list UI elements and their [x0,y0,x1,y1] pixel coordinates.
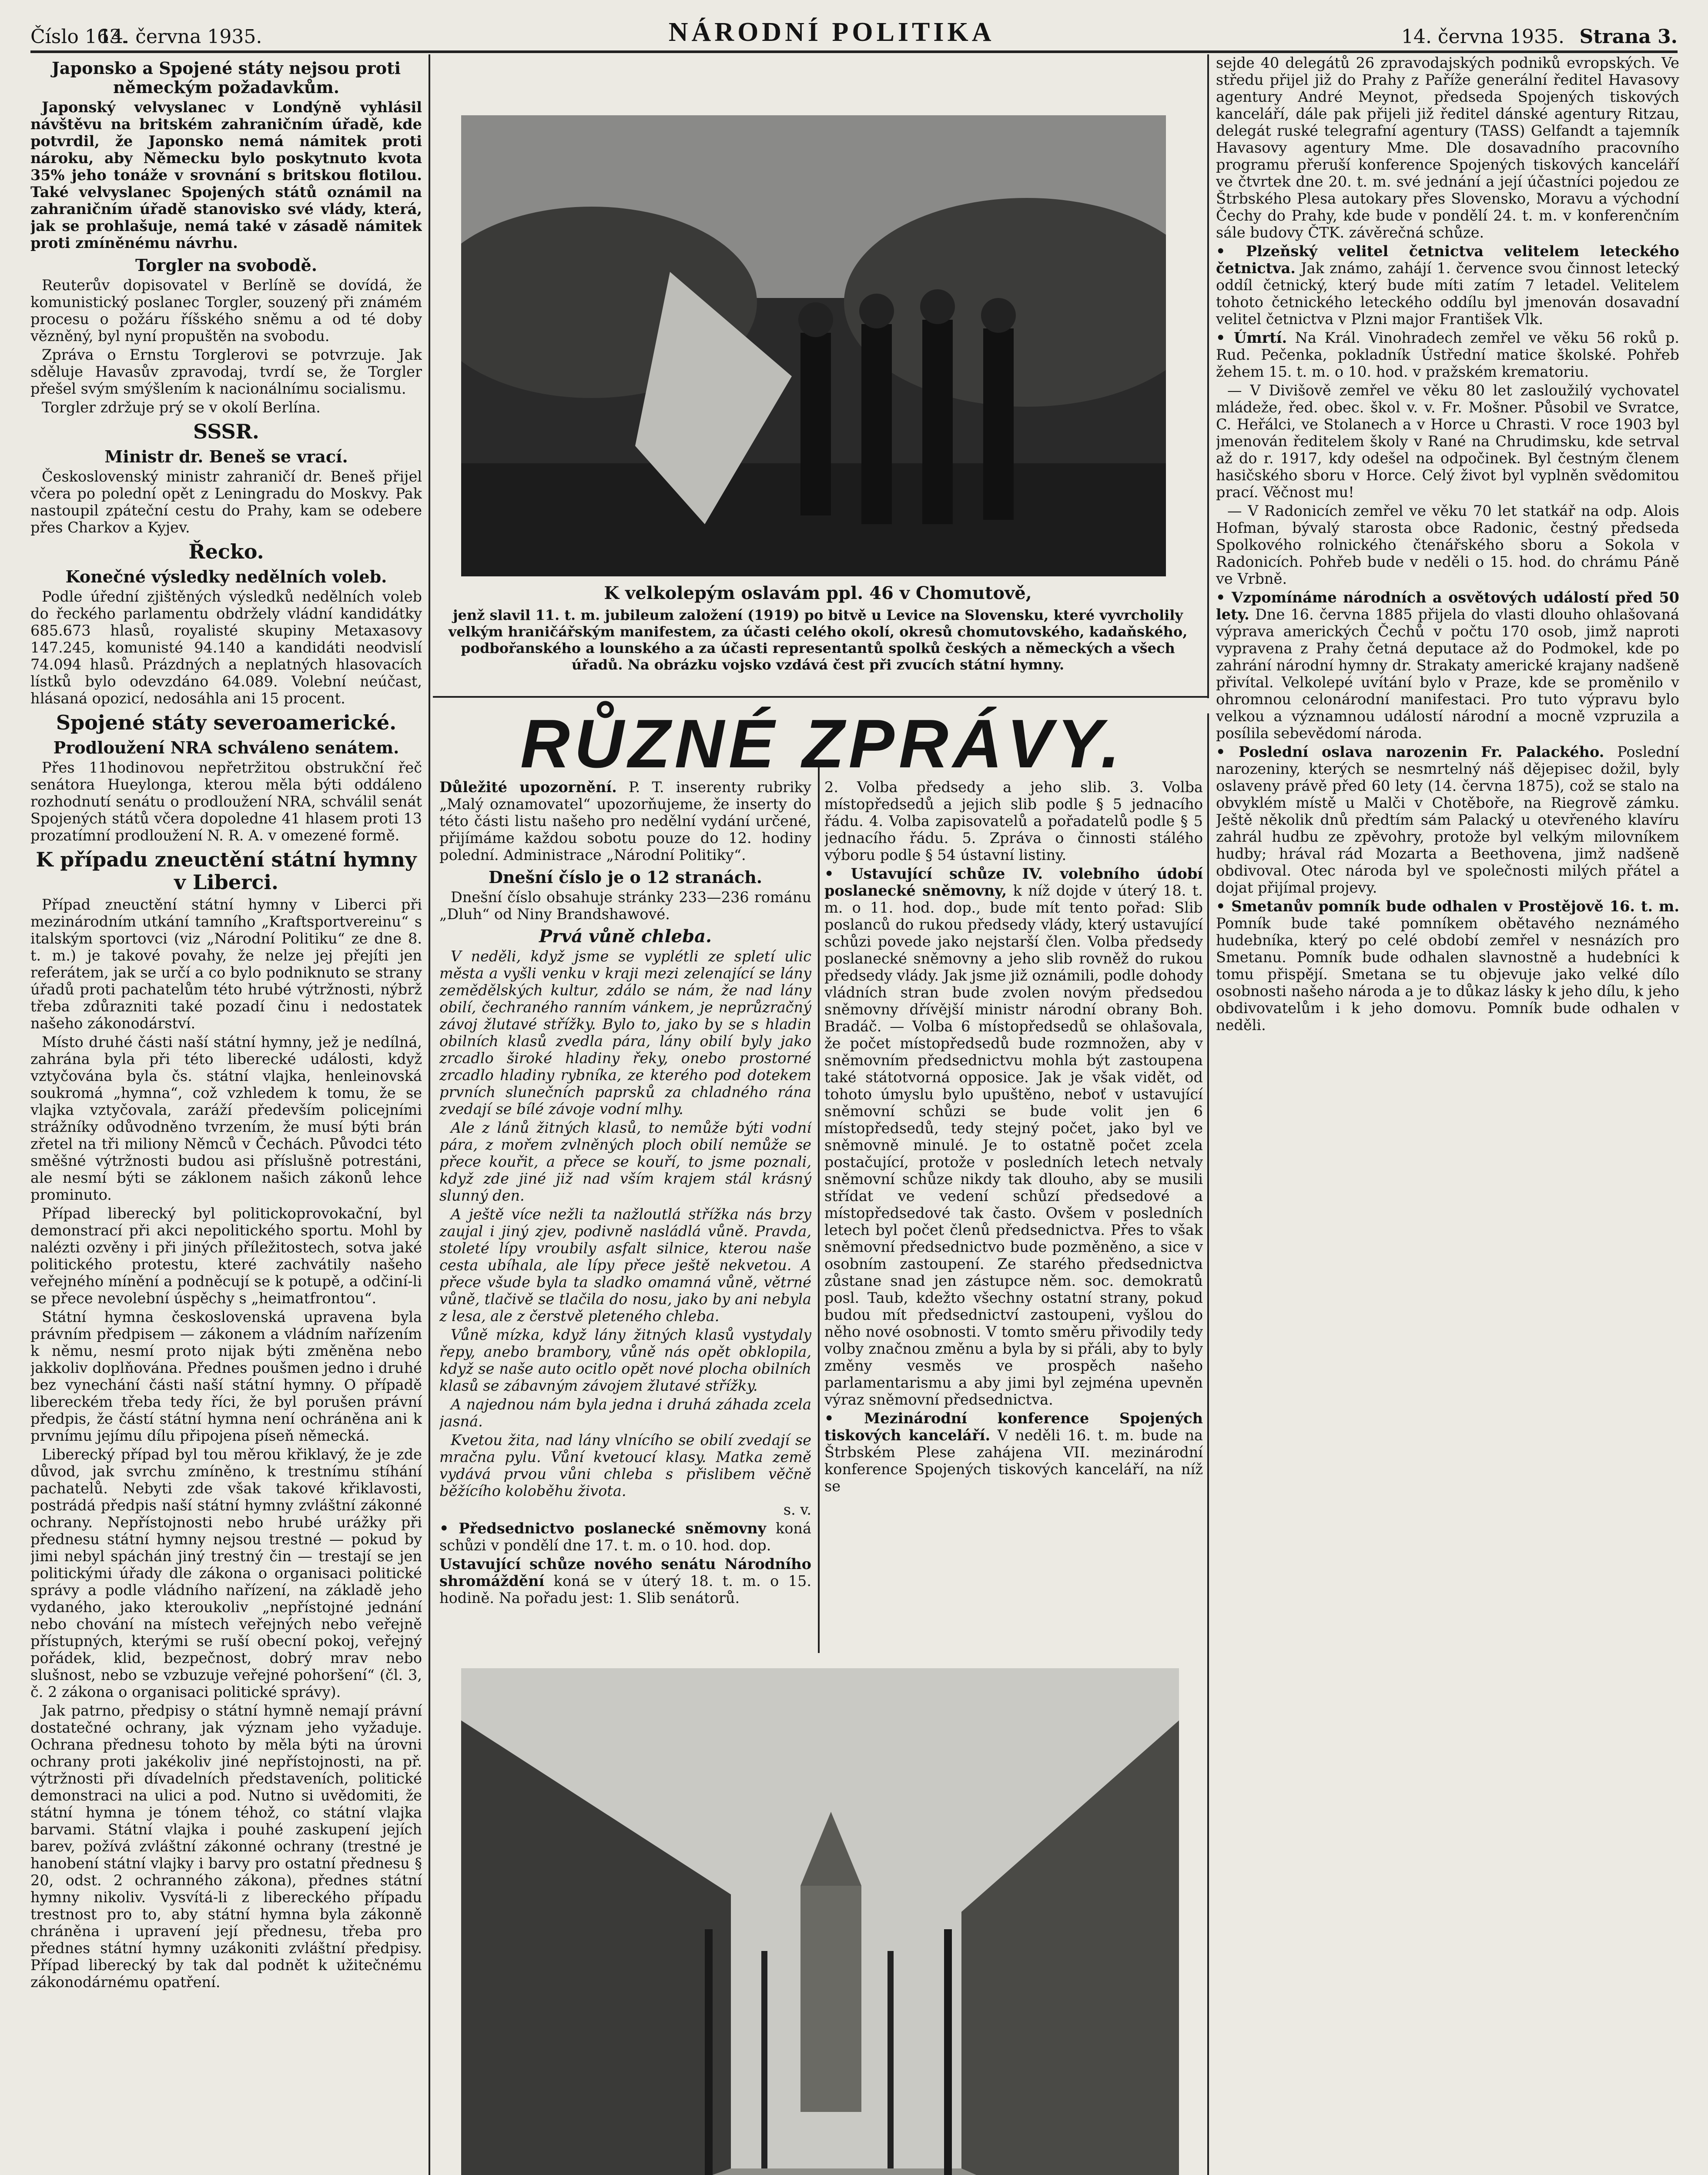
parade-photo-image [461,115,1166,576]
article-text: Vůně mízka, když lány žitných klasů vystydaly řepy, anebo brambory, vůně nás opět obklopila, když se naše auto ocitlo opět nové plocha obilních klasů se zábavným závojem žlutavé střížky. [439,1326,811,1394]
article-text: Torgler zdržuje prý se v okolí Berlína. [42,399,321,416]
headline: Dnešní číslo je o 12 stranách. [488,867,763,887]
headline: Torgler na svobodě. [135,255,317,275]
article-text: • Plzeňský velitel četnictva velitelem leteckého četnictva. Jak známo, zahájí 1. července svou činnost letecký oddíl četnický, který bude míti zatím 7 letadel. Velitelem tohoto četnického leteckého oddílu byl jmenován dosavadní velitel četnictva v Plzni major František Vlk. [1216,243,1679,328]
page-number: Strana 3. [1579,26,1678,48]
headline: Ministr dr. Beneš se vrací. [104,447,348,466]
article-text: • Mezinárodní konference Spojených tiskových kanceláří. V neděli 16. t. m. bude na Štrbském Plese zahájena VII. mezinárodní konference Spojených tiskových kanceláří, na níž se [824,1410,1203,1495]
article-text: Podle úřední zjištěných výsledků nedělních voleb do řeckého parlamentu obdržely vládní kandidátky 685.673 hlasů, royalisté skupiny Metaxasovy 147.245, komunisté 94.140 a kandidáti neodvislí 74.094 hlasů. Prázdných a neplatných hlasovacích lístků bylo odevzdáno 64.089. Volební neúčast, hlásaná opozicí, nedosáhla ani 15 procent. [30,588,422,707]
article-text: • Smetanův pomník bude odhalen v Prostějově 16. t. m. Pomník bude také pomníkem obětavého neznámého hudebníka, který po celé období zemřel v nesnázích pro Smetanu. Pomník bude odhalen slavnostně a hudebníci k tomu přispějí. Smetana se tu objevuje jako velké dílo osobnosti našeho národa a je to důkaz lásky k jeho dílu, k jeho obdivovatelům i k jeho domovu. Pomník bude odhalen v neděli. [1216,898,1679,1034]
column-4 [1216,54,1679,2175]
issue-number: Číslo 163. [30,26,127,48]
headline: Konečné výsledky nedělních voleb. [65,567,387,586]
parade-photo [461,115,1166,576]
article-text: Ustavující schůze nového senátu Národního shromáždění koná se v úterý 18. t. m. o 15. hodině. Na pořadu jest: 1. Slib senátorů. [439,1556,811,1606]
section-banner: RŮZNÉ ZPRÁVY. [520,706,1125,782]
section-heading: Spojené státy severoamerické. [56,711,397,734]
header-date-right: 14. června 1935. [1401,26,1565,48]
article-text: Zpráva o Ernstu Torglerovi se potvrzuje. Jak sděluje Havasův zpravodaj, tvrdí se, že Torgler přešel svým smýšlením k nacionálnímu socialismu. [30,346,422,397]
article-text: Liberecký případ byl tou měrou křiklavý, že je zde důvod, jak svrchu zmíněno, k trestnímu stíhání pachatelů. Nebyti zde však takové křiklavosti, postrádá předpis naší státní hymny zvláštní zákonné ochrany. Nepřístojnosti nebo hrubé urážky při přednesu státní hymny nejsou trestné — pokud by jimi nebyl spáchán jiný trestný čin — trestají se jen politickými úřady dle zákona o organisaci politické správy a podle vládního nařízení, na základě jeho vydaného, jako kteroukoliv „nepřístojné jednání nebo chování na místech veřejných nebo veřejně přístupných, kterými se ruší obecní pokoj, veřejný pořádek, klid, bezpečnost, dobrý mrav nebo slušnost, nebo se vzbuzuje veřejné pohoršení“ (čl. 3, č. 2 zákona o organisaci politické správy). [30,1446,422,1700]
article-text: Československý ministr zahraničí dr. Beneš přijel včera po polední opět z Leningradu do Moskvy. Pak nastoupil zpáteční cestu do Prahy, kam se odebere přes Charkov a Kyjev. [30,468,422,536]
headline: Japonsko a Spojené státy nejsou proti německým požadavkům. [51,58,401,97]
article-text: Místo druhé části naší státní hymny, jež je nedílná, zahrána byla při této liberecké události, když vztyčována byla čs. státní vlajka, henleinovská soukromá „hymna“, což vzhledem k tomu, že se vlajka vztyčovala, zaráží především policejními strážníky odůvodněno tvrzením, že musí býti brán zřetel na tři miliony Němců v Čechách. Původci této směšné výtržnosti budou asi příslušně potrestáni, ale nesmí býti se záklonem našich zákonů lehce prominuto. [30,1034,422,1203]
headline: Prvá vůně chleba. [539,926,712,947]
article-text: 2. Volba předsedy a jeho slib. 3. Volba místopředsedů a jejich slib podle § 5 jednacího řádu. 4. Volba zapisovatelů a pořadatelů podle § 5 jednacího řádu. 5. Zpráva o činnosti stálého výboru podle § 54 ústavní listiny. [824,779,1203,863]
article-text: Státní hymna československá upravena byla právním předpisem — zákonem a vládním nařízením k němu, nesmí proto nijak býti změněna nebo jakkoliv doplňována. Přednes poušmen jedno i druhé bez vynechání části naší státní hymny. O případě libereckém třeba tedy říci, že byl porušen právní předpis, že částí státní hymna není ochráněna ani k prvnímu jejímu dílu připojena píseň německá. [30,1308,422,1444]
column-1 [30,54,422,2175]
section-rule [433,696,1207,698]
page-header [30,17,1678,53]
section-heading: SSSR. [193,420,259,443]
column-rule [818,766,820,1653]
article-text: Případ zneuctění státní hymny v Liberci při mezinárodním utkání tamního „Kraftsportvereinu“ s italským sportovci (viz „Národní Politiku“ ze dne 8. t. m.) je takové povahy, že nelze jej přejíti jen referátem, jak se určí a co bylo podniknuto se strany úřadů proti pachatelům této hrubé výtržnosti, nýbrž třeba zdůrazniti také pozadí činu i nedostatek našeho zákonodárství. [30,896,422,1032]
article-text: Dnešní číslo obsahuje stránky 233—236 románu „Dluh“ od Niny Brandshawové. [439,889,811,923]
article-text: Případ liberecký byl politickoprovokační, byl demonstrací při akci nepolitického sportu. Mohl by nalézti ozvěny i při jiných příležitostech, sotva jaké politického protestu, které zachvátily našeho veřejného mínění a podněcují se k potupě, a odčiní-li se přece nevolební úspěchy s „heimatfrontou“. [30,1205,422,1307]
column-3 [824,779,1203,1653]
article-text: Japonský velvyslanec v Londýně vyhlásil návštěvu na britském zahraničním úřadě, kde potvrdil, že Japonsko nemá námitek proti nároku, aby Německu bylo poskytnuto kvota 35% jeho tonáže v srovnání s britskou flotilou. Také velvyslanec Spojených států oznámil na zahraničním úřadě stanovisko své vlády, která, jak se prohlašuje, nemá také v zásadě námitek proti zmíněnému návrhu. [30,99,422,251]
article-text: — V Divišově zemřel ve věku 80 let zasloužilý vychovatel mládeže, řed. obec. škol v. v. Fr. Mošner. Působil ve Svratce, C. Heřálci, ve Stolanech a v Horce u Chrasti. V roce 1903 byl jmenován ředitelem školy v Rané na Chrudimsku, kde setrval až do r. 1917, kdy odešel na odpočinek. Byl čestným členem hasičského sboru v Horce. Celý život byl vyplněn svědomitou prací. Věčnost mu! [1216,382,1679,501]
column-rule [1207,713,1209,2175]
photo-caption-detail: jenž slavil 11. t. m. jubileum založení (1919) po bitvě u Levice na Slovensku, které vyvrcholily velkým hraničářským manifestem, za účasti celého okolí, okresů chomutovského, kadaňského, podbořanského a lounského a za účasti representantů spolků českých a německých a všech úřadů. Na obrázku vojsko vzdává čest při zvucích státní hymny. [448,607,1188,673]
header-date-left: 14. června 1935. [99,26,262,48]
signature: s. v. [783,1501,811,1518]
article-text: A ještě více nežli ta nažloutlá střížka nás brzy zaujal i jiný zjev, podivně nasládlá vůně. Pravda, stoleté lípy vroubily asfalt silnice, kterou naše cesta ubíhala, ale lípy přece ještě nekvetou. A přece všude byla ta sladko omamná vůně, větrné vůně, tlačivě se tlačila do nosu, jako by ani nebyla z lesa, ale z čerstvě pleteného chleba. [439,1206,811,1325]
article-text: • Úmrtí. Na Král. Vinohradech zemřel ve věku 56 roků p. Rud. Pečenka, pokladník Ústřední matice školské. Pohřeb žehem 15. t. m. o 10. hod. v pražském krematoriu. [1216,329,1679,380]
masthead: NÁRODNÍ POLITIKA [668,17,995,47]
headline: Prodloužení NRA schváleno senátem. [53,738,399,757]
article-text: — V Radonicích zemřel ve věku 70 let statkář na odp. Alois Hofman, bývalý starosta obce Radonic, čestný předseda Spolkového rolnického čtenářského sboru a Sokola v Radonicích. Pohřeb bude v neděli o 15. hod. do chrámu Páně ve Vrbně. [1216,502,1679,587]
notice-text: Důležité upozornění. P. T. inserenty rubriky „Malý oznamovatel“ upozorňujeme, že inserty do této části listu našeho pro nedělní vydání určené, přijímáme každou sobotu pouze do 12. hodiny polední. Administrace „Národní Politiky“. [439,779,811,863]
article-text: V neděli, když jsme se vyplétli ze spletí ulic města a vyšli venku v kraji mezi zelenající se lány zemědělských kultur, zdálo se nám, že nad lány obilí, čechraného ranním vánkem, je neprůzračný závoj žlutavé střížky. Bylo to, jako by se s hladin obilních klasů zvedla pára, lány obilí byly jako zrcadlo široké hladiny řeky, onebo prostorné zrcadlo hladiny rybníka, ze kterého pod dotekem prvních slunečních paprsků za chladného rána zvedají se bílé závoje vodní mlhy. [439,948,811,1118]
article-text: Přes 11hodinovou nepřetržitou obstrukční řeč senátora Hueylonga, kterou měla býti oddáleno rozhodnutí senátu o prodloužení NRA, schválil senát Spojených států včera dopoledne 41 hlasem proti 13 prozatímní prodloužení N. R. A. v omezené formě. [30,759,422,844]
section-heading: K případu zneuctění státní hymny v Liberci. [36,848,417,894]
article-text: • Vzpomínáme národních a osvětových událostí před 50 lety. Dne 16. června 1885 přijela do vlasti dlouho ohlašovaná výprava amerických Čechů v počtu 170 osob, jimž naproti vypravena z Prahy četná deputace až do Podmokel, kde po zahrání národní hymny dr. Strakaty americké krajany nadšeně přivítal. Velkolepé uvítání bylo v Praze, kde se proměnilo v ohromnou celonárodní manifestaci. Pro tuto výpravu bylo velkou a významnou událostí národní a mocně vzpruzila a posílila sebevědomí národa. [1216,589,1679,742]
square-photo-image [461,1668,1179,2175]
article-text: Kvetou žita, nad lány vlnícího se obilí zvedají se mračna pylu. Vůní kvetoucí klasy. Matka země vydává prvou vůni chleba s přislibem věčně běžícího koloběhu života. [439,1432,811,1499]
article-text: • Předsednictvo poslanecké sněmovny koná schůzi v pondělí dne 17. t. m. o 10. hod. dop. [439,1520,811,1554]
article-text: A najednou nám byla jedna i druhá záhada zcela jasná. [439,1396,811,1430]
article-text: Jak patrno, předpisy o státní hymně nemají právní dostatečné ochrany, jak význam jeho vyžaduje. Ochrana přednesu tohoto by měla býti na úrovni ochrany proti jakékoliv jiné nepřístojnosti, na př. výtržnosti při dívadelních představeních, politické demonstraci na ulici a pod. Nutno si uvědomiti, že státní hymna je tónem téhož, co státní vlajka barvami. Státní vlajka i pouhé zaskupení jejích barev, požívá zvláštní zákonné ochrany (trestné je hanobení státní vlajky i barvy pro ostatní přednesu § 20, odst. 2 ochranného zákona), přednes státní hymny nikoliv. Vysvítá-li z libereckého případu trestnost pro to, aby státní hymna byla zákonně chráněna i upravení její přednesu, třeba pro přednes státní hymny uzákoniti zvláštní předpisy. Případ liberecký by tak dal podnět k užitečnému zákonodárnému opatření. [30,1702,422,1991]
column-rule [429,54,430,2175]
column-2 [439,779,811,1653]
article-text: Ale z lánů žitných klasů, to nemůže býti vodní pára, z mořem zvlněných ploch obilí nemůže se přece kouřit, a přece se kouří, to jsme poznali, když zde jiné již nad vším krajem stál krásný slunný den. [439,1119,811,1204]
article-text: sejde 40 delegátů 26 zpravodajských podniků evropských. Ve středu přijel již do Prahy z Paříže generální ředitel Havasovy agentury André Meynot, předseda Spojených tiskových kanceláří, dále pak přijeli již ředitel dánské agentury Ritzau, delegát ruské telegrafní agentury (TASS) Gelfandt a tajemník Havasovy agentury Mme. Dle dosavadního pracovního programu přeruší konference Spojených tiskových kanceláří ve čtvrtek dne 20. t. m. své jednání a její účastníci pojedou ze Štrbského Plesa autokary přes Slovensko, Moravu a východní Čechy do Prahy, kde bude v pondělí 24. t. m. v konferenčním sále budovy ČTK. závěrečná schůze. [1216,54,1679,241]
photo-caption: K velkolepým oslavám ppl. 46 v Chomutově, [604,583,1032,603]
square-photo [461,1668,1179,2175]
article-text: Reuterův dopisovatel v Berlíně se dovídá, že komunistický poslanec Torgler, souzený při známém procesu o požáru říšského sněmu a od té doby vězněný, byl nyní propuštěn na svobodu. [30,277,422,345]
section-heading: Řecko. [188,540,264,563]
article-text: • Poslední oslava narozenin Fr. Palackého. Poslední narozeniny, kterých se nesmrtelný náš dějepisec dožil, byly oslaveny právě před 60 lety (14. června 1875), což se stalo na obvyklém místě u Malči v Chotěboře, na Riegrově zámku. Ještě několik dnů předtím sám Palacký u otevřeného klavíru zahrál hudbu ze zpěvohry, protože byl velkým milovníkem hudby; hrával rád Mozarta a Beethovena, jimž nadšeně obdivoval. Otec národa byl ve společnosti milých přátel a dojat přijímal projevy. [1216,743,1679,896]
article-text: • Ustavující schůze IV. volebního údobí poslanecké sněmovny, k níž dojde v úterý 18. t. m. o 11. hod. dop., bude mít tento pořad: Slib poslanců do rukou předsedy vlády, který ustavující schůzi povede jako nejstarší člen. Volba předsedy poslanecké sněmovny a jeho slib rovněž do rukou předsedy vlády. Jak jsme již oznámili, podle dohody vládních stran bude zvolen novým předsedou sněmovny dřívější ministr národní obrany Boh. Bradáč. — Volba 6 místopředsedů se ohlašovala, že počet místopředsedů bude rozmnožen, aby v sněmovním předsednictvu mohla být zastoupena také státotvorná opposice. Jak je však vidět, od tohoto úmyslu bylo upuštěno, neboť v ustavující sněmovní schůzi se bude volit jen 6 místopředsedů, tedy stejný počet, jako byl ve sněmovně minulé. Je to ostatně počet zcela postačující, protože v posledních letech netvaly sněmovní schůze nikdy tak dlouho, aby se musili střídat ve vedení schůzí předsedové a místopředsedové tak často. Ovšem v posledních letech byl počet členů předsednictva. Přes to však sněmovní předsednictvo bude pozměněno, a sice v osobním zastoupení. Ze starého předsednictva zůstane snad jen zástupce něm. soc. demokratů posl. Taub, kdežto všechny ostatní strany, pokud budou mít předsednictví zastoupeni, vyšlou do něho nové osobnosti. V tomto směru přivodily tedy volby značnou změnu a byla by si přáli, aby to byly změny vesměs ve prospěch našeho parlamentarismu a aby jimi byl zejména upevněn výraz sněmovní předsednictva. [824,865,1203,1408]
column-rule [1207,54,1209,698]
